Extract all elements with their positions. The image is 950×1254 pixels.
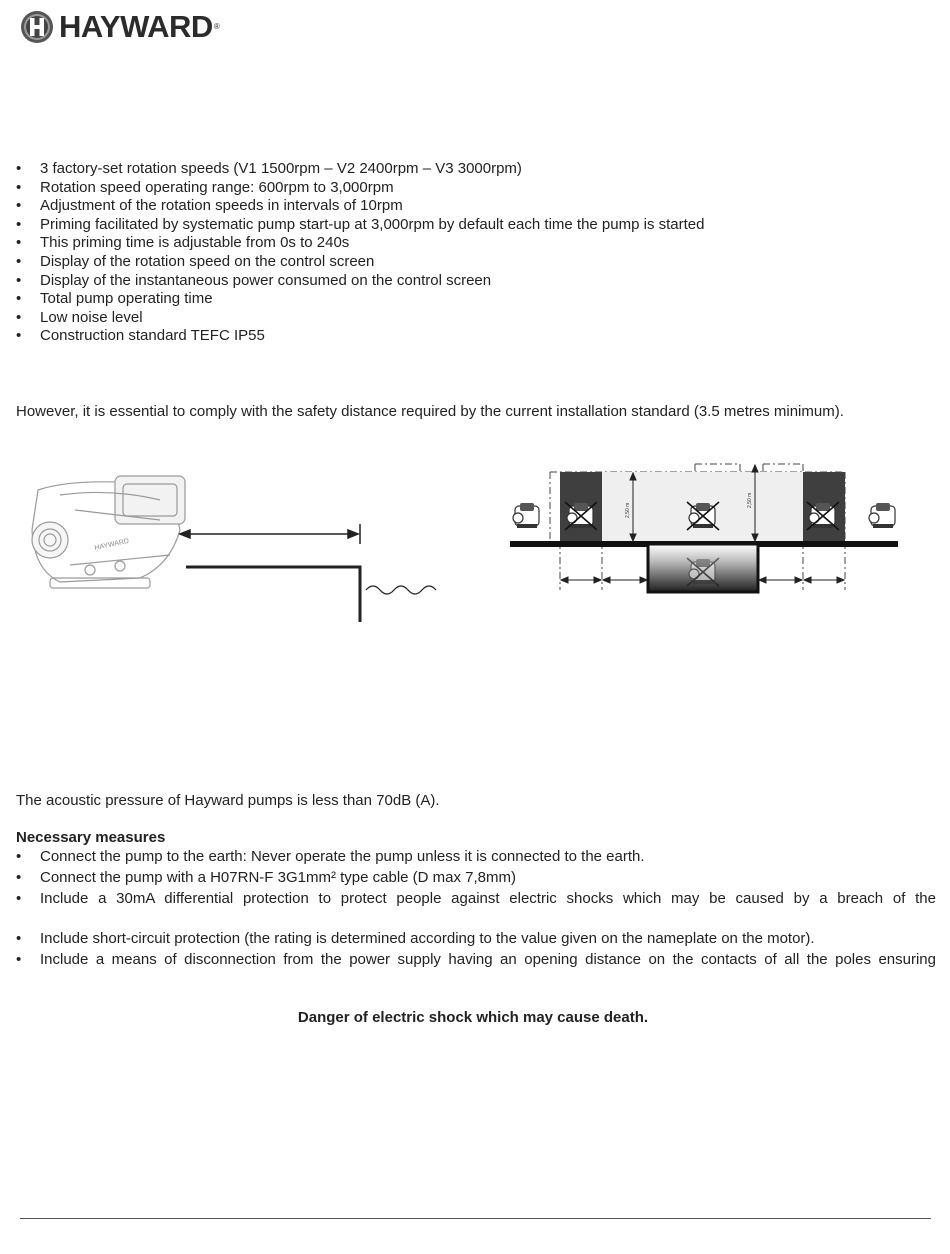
measure-item: • Include short-circuit protection (the rating is determined according to the value given on the nameplate on the motor). (16, 929, 936, 950)
feature-item: • Display of the rotation speed on the control screen (16, 253, 936, 272)
measure-item: • Connect the pump to the earth: Never operate the pump unless it is connected to the earth. (16, 847, 936, 868)
prohibited-pump-icon (807, 502, 839, 530)
measures-heading: Necessary measures (16, 829, 166, 846)
feature-item: • Total pump operating time (16, 290, 936, 309)
measures-list (16, 847, 936, 971)
measure-item: • Include a 30mA differential protection to protect people against electric shocks which may be caused by a breach of the (16, 889, 936, 910)
pump-distance-figure (20, 470, 450, 630)
distance-arrow (180, 524, 360, 544)
zone-dimension-left: 2,50 m (625, 502, 631, 518)
pump-brand-label: HAYWARD (93, 537, 130, 552)
footer-divider (20, 1218, 931, 1219)
zone-dimension-right: 2,50 m (747, 492, 753, 508)
measure-item: • Include a means of disconnection from the power supply having an opening distance on the contacts of all the poles ensuring (16, 950, 936, 971)
hayward-h-badge-icon (20, 10, 54, 44)
feature-item: • Rotation speed operating range: 600rpm to 3,000rpm (16, 179, 936, 198)
acoustic-pressure-text: The acoustic pressure of Hayward pumps is less than 70dB (A). (16, 792, 440, 809)
feature-list (16, 160, 936, 346)
registered-mark: ® (213, 22, 220, 31)
brand-name: HAYWARD (59, 9, 213, 44)
prohibited-pump-icon (565, 502, 597, 530)
pump-icon (513, 503, 539, 528)
safety-distance-text: However, it is essential to comply with the safety distance required by the current installation standard (3.5 metres minimum). (16, 403, 844, 420)
pump-icon (869, 503, 895, 528)
prohibited-pump-icon (687, 502, 719, 530)
feature-item: • Priming facilitated by systematic pump start-up at 3,000rpm by default each time the pump is started (16, 216, 936, 235)
feature-item: • Low noise level (16, 309, 936, 328)
pool-zone-diagram (505, 462, 905, 597)
measure-item: • Connect the pump with a H07RN-F 3G1mm² type cable (D max 7,8mm) (16, 868, 936, 889)
pool-edge (186, 567, 436, 622)
feature-item: • 3 factory-set rotation speeds (V1 1500rpm – V2 2400rpm – V3 3000rpm) (16, 160, 936, 179)
feature-item: • Construction standard TEFC IP55 (16, 327, 936, 346)
hayward-logo (20, 10, 220, 44)
feature-item: • This priming time is adjustable from 0s to 240s (16, 234, 936, 253)
prohibited-pump-icon (687, 558, 719, 586)
electric-shock-warning: Danger of electric shock which may cause death. (297, 1009, 649, 1026)
feature-item: • Display of the instantaneous power consumed on the control screen (16, 272, 936, 291)
pump-illustration (32, 476, 185, 588)
feature-item: • Adjustment of the rotation speeds in intervals of 10rpm (16, 197, 936, 216)
